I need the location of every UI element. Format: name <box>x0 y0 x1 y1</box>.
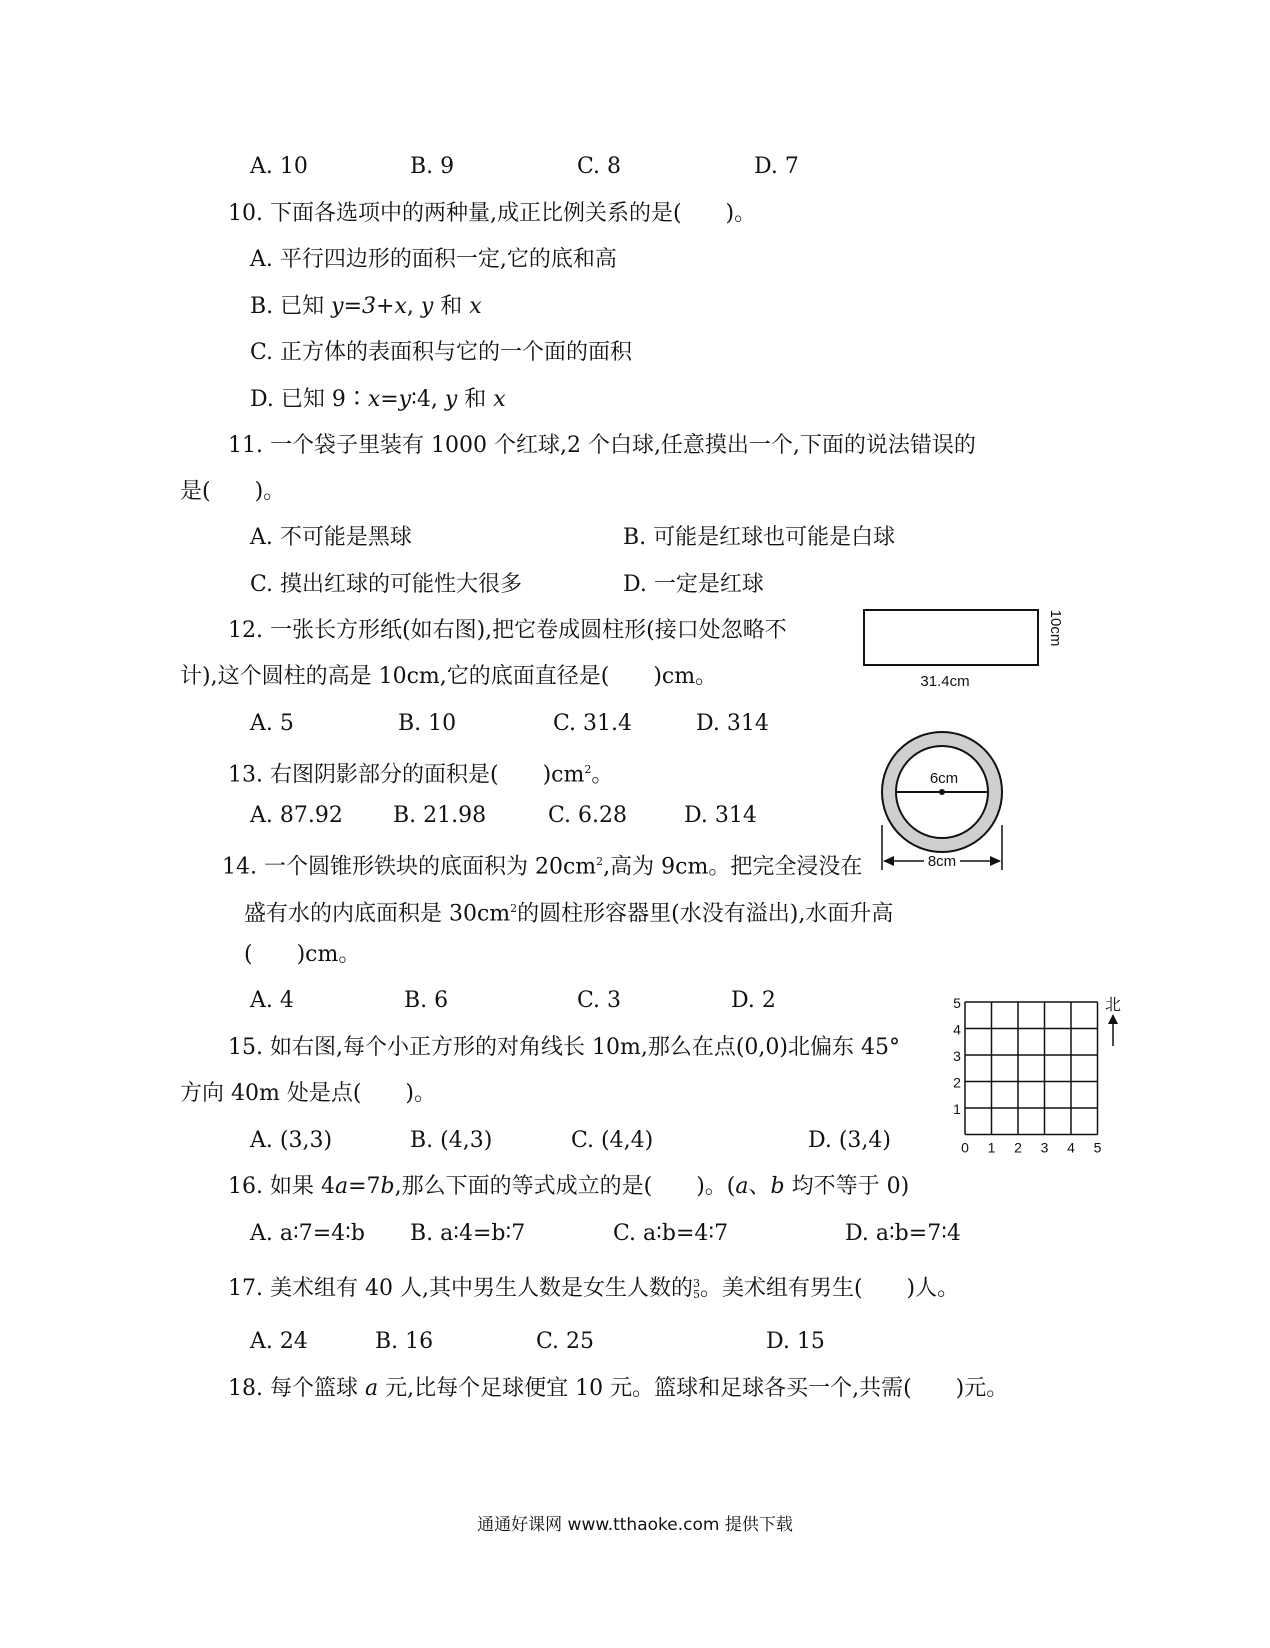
q10-d-expr: x=y <box>367 387 412 412</box>
q14-option-d: D. 2 <box>731 988 776 1013</box>
q16-stem-b: =7 <box>348 1174 381 1199</box>
q14-option-c: C. 3 <box>577 988 622 1013</box>
grid-x-tick-label: 2 <box>1014 1139 1022 1156</box>
q10-stem: 10. 下面各选项中的两种量,成正比例关系的是( )。 <box>228 201 757 226</box>
q10-d-mid: ∶4, <box>411 387 445 412</box>
q11-option-a: A. 不可能是黑球 <box>250 525 412 550</box>
q17-stem <box>228 1274 959 1304</box>
grid-x-tick-label: 1 <box>987 1139 996 1156</box>
grid-y-tick-label: 4 <box>953 1021 961 1038</box>
grid-y-tick-label: 1 <box>953 1101 961 1117</box>
q10-b-and: 和 <box>433 294 470 319</box>
q15-option-b: B. (4,3) <box>410 1128 493 1153</box>
q9-option-c: C. 8 <box>577 154 622 179</box>
rectangle-paper-svg <box>855 600 1070 695</box>
paper-rectangle <box>864 610 1038 665</box>
grid-y-tick-label: 5 <box>953 995 961 1011</box>
q16-option-c: C. a∶b=4∶7 <box>613 1221 729 1246</box>
q16-stem-e: 均不等于 0) <box>784 1174 910 1199</box>
q17-option-a: A. 24 <box>250 1329 308 1354</box>
q10-option-c: C. 正方体的表面积与它的一个面的面积 <box>250 340 633 365</box>
q16-stem-c: ,那么下面的等式成立的是( )。( <box>394 1174 736 1199</box>
q12-stem-line2: 计),这个圆柱的高是 10cm,它的底面直径是( )cm。 <box>180 664 718 689</box>
q14-stem2-b: 的圆柱形容器里(水没有溢出),水面升高 <box>517 901 894 927</box>
q17-stem-b: 。美术组有男生( )人。 <box>699 1276 960 1301</box>
grid-figure <box>945 990 1135 1160</box>
q14-stem-line2 <box>244 894 893 929</box>
q13-option-d: D. 314 <box>684 803 757 828</box>
q11-option-c: C. 摸出红球的可能性大很多 <box>250 572 523 597</box>
q12-stem-line1: 12. 一张长方形纸(如右图),把它卷成圆柱形(接口处忽略不 <box>228 618 787 643</box>
q12-option-d: D. 314 <box>696 711 769 736</box>
q17-fraction <box>693 1278 700 1300</box>
q17-stem-a: 17. 美术组有 40 人,其中男生人数是女生人数的 <box>228 1276 693 1301</box>
q13-stem-sup: 2 <box>584 763 592 776</box>
q16-stem <box>228 1172 909 1202</box>
grid-svg <box>945 990 1135 1160</box>
paper-width-label: 31.4cm <box>920 673 970 690</box>
q10-b-prefix: B. 已知 <box>250 294 332 319</box>
q10-d-prefix: D. 已知 9∶ <box>250 387 368 412</box>
q18-stem-a: 18. 每个篮球 <box>228 1376 365 1401</box>
q15-option-a: A. (3,3) <box>250 1128 333 1153</box>
q17-frac-num: 3 <box>692 1277 700 1290</box>
rectangle-paper-figure <box>855 600 1070 695</box>
q13-option-b: B. 21.98 <box>393 803 487 828</box>
q14-option-a: A. 4 <box>250 988 294 1013</box>
q14-stem1-sup: 2 <box>596 855 604 868</box>
grid-lines <box>965 1002 1098 1135</box>
q9-option-a: A. 10 <box>250 154 308 179</box>
grid-y-tick-label: 2 <box>953 1074 961 1091</box>
grid-x-tick-label: 0 <box>961 1139 969 1156</box>
paper-height-label: 10cm <box>1047 609 1064 647</box>
q14-stem1-a: 14. 一个圆锥形铁块的底面积为 20cm <box>222 854 597 880</box>
q12-option-c: C. 31.4 <box>553 711 633 736</box>
grid-x-tick-label: 3 <box>1040 1139 1049 1156</box>
q16-option-d: D. a∶b=7∶4 <box>845 1221 961 1246</box>
q9-option-b: B. 9 <box>410 154 455 179</box>
north-arrow-icon <box>1108 1014 1118 1024</box>
q11-stem-line1: 11. 一个袋子里装有 1000 个红球,2 个白球,任意摸出一个,下面的说法错误的 <box>228 433 976 458</box>
q16-option-a: A. a∶7=4∶b <box>250 1221 365 1246</box>
q11-option-d: D. 一定是红球 <box>623 572 764 597</box>
q9-option-d: D. 7 <box>754 154 799 179</box>
q10-option-d <box>250 385 506 415</box>
q10-b-y: y <box>420 294 434 319</box>
q17-frac-den: 5 <box>692 1288 700 1301</box>
grid-x-tick-label: 5 <box>1093 1139 1102 1156</box>
outer-diameter-label: 8cm <box>927 853 957 870</box>
q11-option-b: B. 可能是红球也可能是白球 <box>623 525 896 550</box>
q16-var-b2: b <box>770 1174 785 1199</box>
q15-stem-line1: 15. 如右图,每个小正方形的对角线长 10m,那么在点(0,0)北偏东 45° <box>228 1035 900 1060</box>
right-arrow-icon <box>990 856 1001 866</box>
q16-stem-a: 16. 如果 4 <box>228 1174 335 1199</box>
q12-option-b: B. 10 <box>398 711 457 736</box>
q10-b-mid: , <box>406 294 421 319</box>
left-arrow-icon <box>883 856 894 866</box>
grid-x-tick-label: 4 <box>1067 1139 1075 1156</box>
footer-credit: 通通好课网 www.tthaoke.com 提供下载 <box>477 1515 793 1535</box>
q13-stem-end: 。 <box>591 762 614 788</box>
q16-var-b: b <box>380 1174 395 1199</box>
q15-option-c: C. (4,4) <box>571 1128 654 1153</box>
q14-stem-line1 <box>222 847 862 882</box>
ring-svg <box>872 725 1012 875</box>
grid-y-tick-label: 3 <box>953 1048 961 1064</box>
q16-stem-d: 、 <box>748 1174 771 1199</box>
q15-stem-line2: 方向 40m 处是点( )。 <box>180 1081 437 1106</box>
q10-d-x: x <box>493 387 506 412</box>
q18-stem <box>228 1374 1008 1404</box>
q14-stem-line3: ( )cm。 <box>244 942 361 967</box>
q18-stem-b: 元,比每个足球便宜 10 元。篮球和足球各买一个,共需( )元。 <box>378 1376 1009 1401</box>
inner-diameter-label: 6cm <box>929 770 959 787</box>
center-dot <box>939 789 945 795</box>
q17-option-b: B. 16 <box>375 1329 434 1354</box>
ring-figure <box>872 725 1012 875</box>
q13-stem <box>228 755 613 790</box>
q14-option-b: B. 6 <box>404 988 449 1013</box>
q11-stem-line2: 是( )。 <box>180 479 286 504</box>
q16-var-a2: a <box>735 1174 749 1199</box>
q16-option-b: B. a∶4=b∶7 <box>410 1221 526 1246</box>
q13-stem-text: 13. 右图阴影部分的面积是( )cm <box>228 762 585 788</box>
q14-stem2-sup: 2 <box>510 902 518 915</box>
q14-stem2-a: 盛有水的内底面积是 30cm <box>244 901 511 927</box>
q17-option-d: D. 15 <box>766 1329 825 1354</box>
grid-y-ticks <box>953 995 961 1117</box>
north-label: 北 <box>1104 997 1122 1014</box>
q10-option-a: A. 平行四边形的面积一定,它的底和高 <box>250 247 617 272</box>
q10-b-expr: y=3+x <box>331 294 407 319</box>
q10-d-and: 和 <box>457 387 494 412</box>
grid-x-ticks <box>961 1140 1102 1156</box>
q17-option-c: C. 25 <box>536 1329 595 1354</box>
q12-option-a: A. 5 <box>250 711 294 736</box>
q15-option-d: D. (3,4) <box>808 1128 891 1153</box>
q16-var-a: a <box>334 1174 349 1199</box>
q18-var-a: a <box>364 1376 379 1401</box>
q10-d-y: y <box>444 387 458 412</box>
q10-option-b <box>250 292 482 322</box>
q10-b-x: x <box>469 294 482 319</box>
q13-option-a: A. 87.92 <box>250 803 343 828</box>
q13-option-c: C. 6.28 <box>548 803 628 828</box>
q14-stem1-b: ,高为 9cm。把完全浸没在 <box>603 854 863 880</box>
